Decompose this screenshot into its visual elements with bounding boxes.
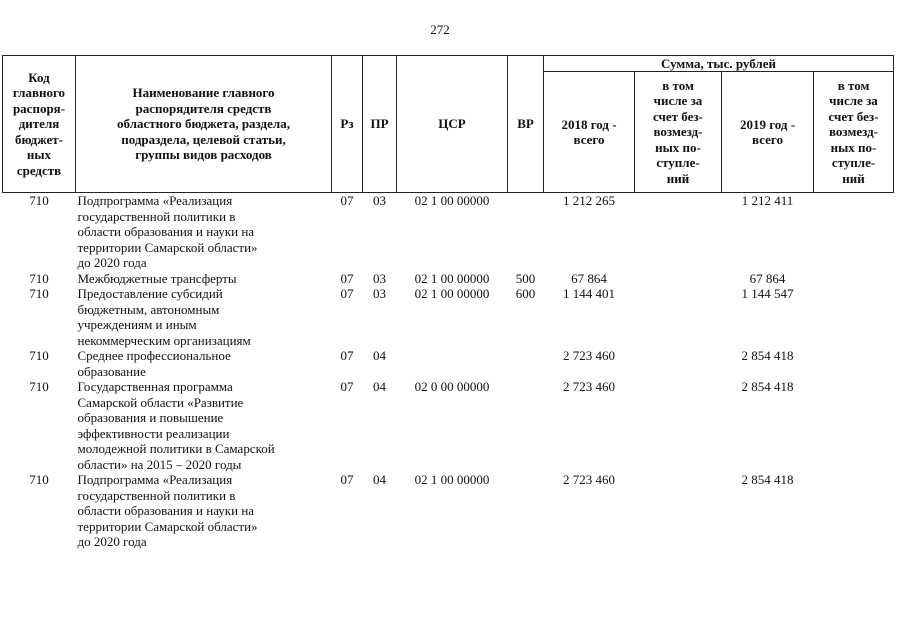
row-code: 710 (29, 270, 49, 286)
page-number: 272 (430, 22, 450, 37)
row-vr (508, 348, 544, 379)
header-2018-incl: в том числе за счет без- возмезд- ных по- ступле- ний (635, 72, 722, 193)
header-vr: ВР (508, 56, 544, 193)
row-vr: 500 (515, 270, 536, 286)
row-rz: 07 (340, 270, 354, 286)
row-incl-2019 (814, 193, 894, 271)
row-sum-2018: 2 723 460 (563, 472, 615, 487)
row-code: 710 (29, 379, 49, 394)
row-code: 710 (29, 348, 49, 363)
row-code: 710 (29, 472, 49, 487)
row-csr: 02 1 00 00000 (414, 472, 490, 487)
row-incl-2019 (814, 348, 894, 379)
table-row (3, 472, 894, 550)
row-code: 710 (29, 286, 49, 301)
row-vr (508, 193, 544, 271)
row-sum-2019: 1 144 547 (741, 286, 794, 301)
row-sum-2019: 2 854 418 (741, 379, 794, 394)
row-vr (508, 379, 544, 472)
row-incl-2019 (814, 472, 894, 550)
header-2018-total: 2018 год - всего (544, 72, 635, 193)
row-name: Предоставление субсидий бюджетным, автономным учреждениям и иным некоммерческим организациям (77, 286, 251, 348)
table-header (3, 56, 894, 193)
row-csr: 02 1 00 00000 (414, 286, 490, 301)
row-pr: 04 (373, 348, 386, 363)
row-incl-2019 (814, 271, 894, 287)
row-sum-2019: 67 864 (749, 270, 786, 286)
budget-table (2, 55, 894, 550)
row-name: Межбюджетные трансферты (77, 270, 237, 286)
row-csr: 02 0 00 00000 (414, 379, 490, 394)
row-name: Подпрограмма «Реализация государственной политики в области образования и науки на территории Самарской области» до 2020 года (77, 193, 258, 270)
row-incl-2018 (635, 379, 722, 472)
header-pr: ПР (363, 56, 397, 193)
header-name: Наименование главного распорядителя средств областного бюджета, раздела, подраздела, целевой статьи, группы видов расходов (76, 56, 332, 193)
table-row (3, 348, 894, 379)
row-sum-2019: 2 854 418 (741, 348, 794, 363)
header-sum-group: Сумма, тыс. рублей (544, 56, 894, 72)
row-rz: 07 (340, 193, 354, 208)
header-csr: ЦСР (397, 56, 508, 193)
row-csr (397, 348, 508, 379)
row-rz: 07 (340, 472, 354, 487)
table-row (3, 286, 894, 348)
row-incl-2018 (635, 271, 722, 287)
row-vr: 600 (515, 286, 536, 301)
row-vr (508, 472, 544, 550)
row-rz: 07 (340, 286, 354, 301)
header-2019-total: 2019 год - всего (722, 72, 814, 193)
row-sum-2018: 1 212 265 (563, 193, 615, 208)
row-pr: 03 (373, 286, 386, 301)
table-body (3, 193, 894, 550)
header-2019-incl: в том числе за счет без- возмезд- ных по- ступле- ний (814, 72, 894, 193)
row-incl-2018 (635, 193, 722, 271)
row-pr: 04 (373, 379, 386, 394)
row-incl-2018 (635, 472, 722, 550)
row-sum-2018: 2 723 460 (563, 348, 615, 363)
row-incl-2019 (814, 286, 894, 348)
row-incl-2018 (635, 348, 722, 379)
row-pr: 04 (373, 472, 386, 487)
row-sum-2018: 1 144 401 (563, 286, 615, 301)
table-row (3, 193, 894, 271)
row-pr: 03 (373, 270, 386, 286)
row-csr: 02 1 00 00000 (414, 193, 490, 208)
row-incl-2019 (814, 379, 894, 472)
row-pr: 03 (373, 193, 386, 208)
row-rz: 07 (340, 348, 354, 363)
row-sum-2019: 2 854 418 (741, 472, 794, 487)
header-code: Код главного распоря- дителя бюджет- ных средств (3, 56, 76, 193)
row-csr: 02 1 00 00000 (414, 270, 490, 286)
row-name: Среднее профессиональное образование (77, 348, 231, 379)
row-rz: 07 (340, 379, 354, 394)
row-name: Подпрограмма «Реализация государственной политики в области образования и науки на территории Самарской области» до 2020 года (77, 472, 258, 549)
row-code: 710 (29, 193, 49, 208)
row-incl-2018 (635, 286, 722, 348)
row-sum-2018: 2 723 460 (563, 379, 615, 394)
table-row (3, 379, 894, 472)
table-row (3, 271, 894, 287)
row-sum-2018: 67 864 (571, 270, 607, 286)
row-name: Государственная программа Самарской области «Развитие образования и повышение эффективности реализации молодежной политики в Самарской области» на 2015 – 2020 годы (77, 379, 275, 472)
row-sum-2019: 1 212 411 (741, 193, 794, 208)
header-rz: Рз (332, 56, 363, 193)
